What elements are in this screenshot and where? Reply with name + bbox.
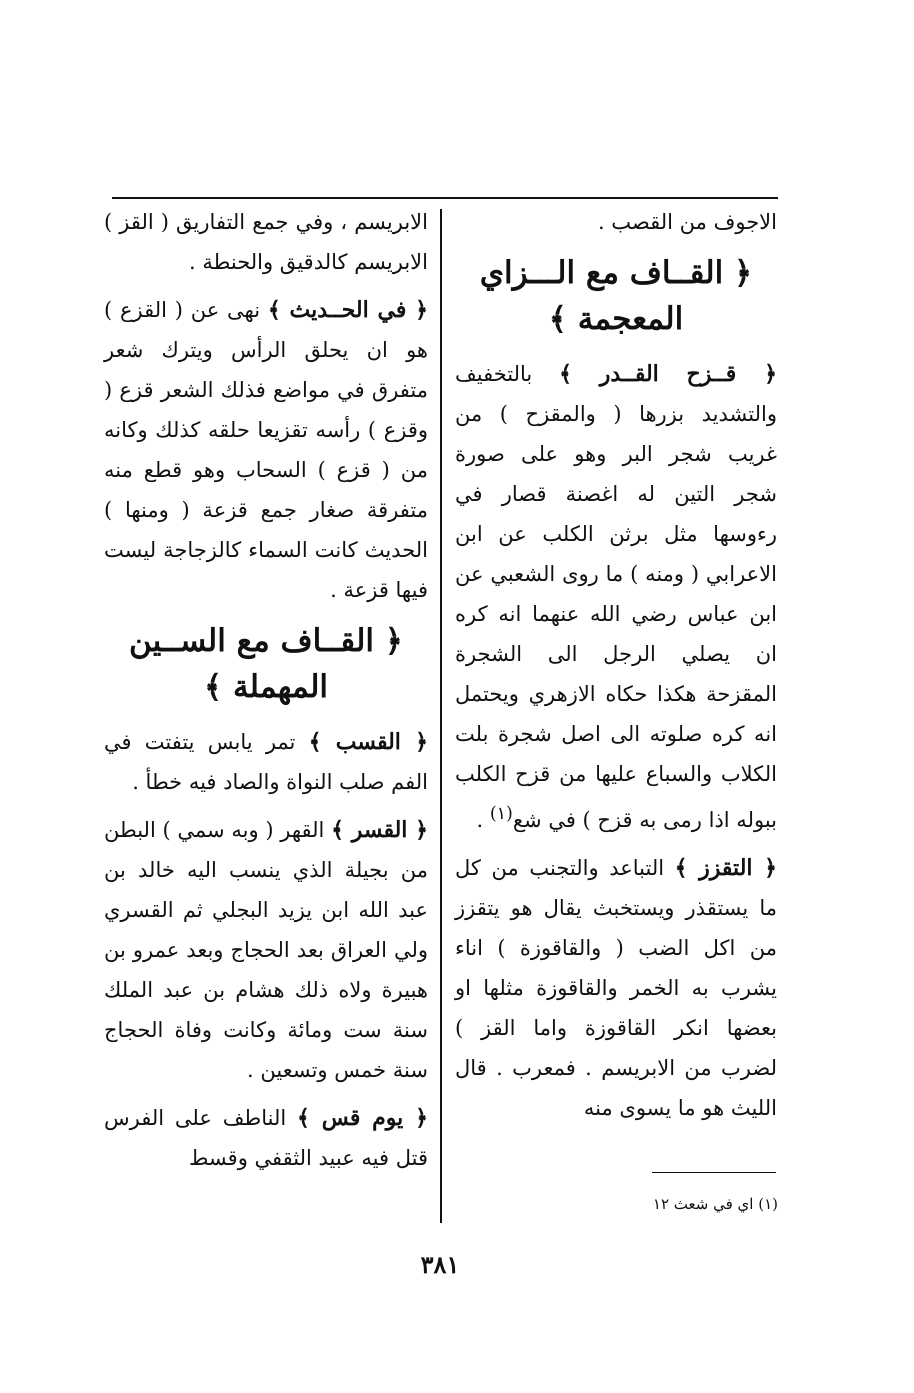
footnote-rule [652,1172,776,1173]
entry-fil-hadith [104,290,428,610]
entry-term: ﴿ القسر ﴾ [331,817,429,843]
entry-text: الناطف على الفرس قتل فيه عبيد الثقفي وقسط [104,1106,428,1170]
continued-text: الاجوف من القصب . [597,210,777,234]
entry-text: القهر ( وبه سمي ) البطن من بجيلة الذي ينسب اليه خالد بن عبد الله ابن يزيد البجلي ثم القسري ولي العراق بعد الحجاج وبعد عمرو بن هبيرة ولاه ذلك هشام بن عبد الملك سنة ست ومائة وكانت وفاة الحجاج سنة خمس وتسعين . [104,818,428,1082]
entry-end: . [476,808,490,832]
entry-text: نهى عن ( القزع ) هو ان يحلق الرأس ويترك شعر متفرق في مواضع فذلك الشعر قزع ( وقزع ) رأسه تقزيعا حلقه كذلك وكانه من ( قزع ) السحاب وهو قطع منه متفرقة صغار جمع قزعة ( ومنها ) الحديث كانت السماء كالزجاجة ليست فيها قزعة . [104,298,428,602]
entry-text: تمر يابس يتفتت في الفم صلب النواة والصاد فيه خطأ . [104,730,428,794]
left-column [104,202,428,1186]
entry-al-qasb [104,722,428,802]
continued-text: الابريسم ، وفي جمع التفاريق ( القز ) الابريسم كالدقيق والحنطة . [104,210,428,274]
entry-term: ﴿ في الحــديث ﴾ [267,297,428,323]
right-column [455,202,777,1136]
section-heading-qaf-sin: ﴿ القــاف مع الســين المهملة ﴾ [129,623,403,705]
entry-text: التباعد والتجنب من كل ما يستقذر ويستخبث يقال هو يتقزز من اكل الضب ( والقاقوزة ) اناء يشرب به الخمر والقاقوزة مثلها او بعضها انكر القاقوزة واما القز ) لضرب من الابريسم . فمعرب . قال الليث هو ما يسوى منه [455,856,777,1120]
entry-text: بالتخفيف والتشديد بزرها ( والمقزح ) من غريب شجر البر وهو على صورة شجر التين له اغصنة قصار في رءوسها مثل برثن الكلب عن ابن الاعرابي ( ومنه ) ما روى الشعبي عن ابن عباس رضي الله عنهما انه كره ان يصلي الرجل الى الشجرة المقزحة هكذا حكاه الازهري ويحتمل انه كره صلوته الى اصل شجرة بلت الكلاب والسباع عليها من قزح الكلب ببوله اذا رمى به قزح ) في شع [455,362,777,832]
entry-al-qasr [104,810,428,1090]
column-divider [440,209,442,1223]
section-heading-qaf-zay: ﴿ القــاف مع الـــزاي المعجمة ﴾ [479,255,753,337]
footnote-ref: (١) [489,804,513,824]
top-rule [112,197,778,199]
entry-term: ﴿ قــزح القــدر ﴾ [559,361,777,387]
entry-yawm-qass [104,1098,428,1178]
entry-term: ﴿ التقزز ﴾ [674,855,777,881]
footnote: (١) اي في شعث ١٢ [652,1195,778,1213]
entry-qazh-al-qadr [455,354,777,840]
entry-term: ﴿ يوم قس ﴾ [297,1105,429,1131]
page-number: ٣٨١ [420,1250,460,1279]
entry-term: ﴿ القسب ﴾ [308,729,428,755]
entry-taqazzuz [455,848,777,1128]
